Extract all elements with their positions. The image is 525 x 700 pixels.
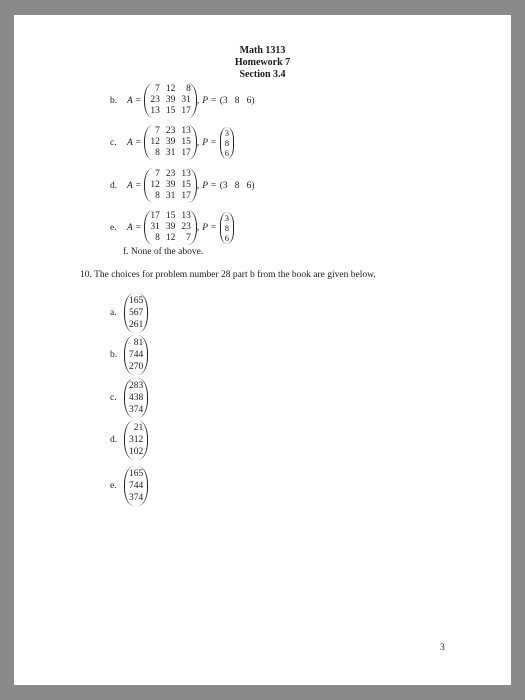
matrix-cell: 7: [186, 233, 191, 243]
vector-entry: 312: [129, 435, 144, 445]
matrix-cell: 31: [165, 191, 176, 201]
vector-entry: 438: [129, 393, 144, 403]
matrix-cell: 12: [150, 180, 160, 190]
vector-entry: 374: [129, 405, 144, 415]
matrix-cell: 39: [165, 137, 176, 147]
vector-entry: 270: [129, 362, 144, 372]
p-equals-label: P =: [202, 137, 217, 148]
vector-p-row: (3 8 6): [219, 180, 255, 191]
matrix-a: [144, 125, 200, 160]
section-title: Section 3.4: [239, 69, 286, 80]
problem-10-statement: 10. The choices for problem number 28 part b from the book are given below.: [80, 270, 376, 280]
matrix-cell: 13: [150, 106, 160, 116]
vector-p-row: (3 8 6): [219, 95, 255, 106]
matrix-cell: 15: [181, 180, 191, 190]
matrix-cell: 23: [150, 95, 160, 105]
matrix-cell: 8: [186, 84, 191, 94]
vector-entry: 165: [129, 296, 144, 306]
matrix-cell: 31: [181, 95, 191, 105]
choice-letter: b.: [110, 95, 118, 106]
document-page: [14, 15, 511, 685]
matrix-a: [144, 83, 200, 118]
matrix-cell: 31: [165, 148, 176, 158]
vector-entry: 567: [129, 308, 144, 318]
choice-letter: c.: [110, 137, 117, 148]
matrix-a: [144, 168, 200, 203]
answer-d-row: [110, 420, 148, 460]
matrix-cell: 15: [165, 211, 176, 221]
matrix-cell: 17: [181, 148, 191, 158]
a-equals-label: A =: [127, 137, 142, 148]
choice-letter: e.: [110, 222, 117, 233]
a-equals-label: A =: [127, 180, 142, 191]
matrix-cell: 12: [150, 137, 160, 147]
choice-e-row: [110, 210, 234, 245]
choice-letter: a.: [110, 308, 117, 318]
matrix-cell: 12: [165, 84, 176, 94]
vector-entry: 744: [129, 350, 144, 360]
answer-e-row: [110, 466, 148, 506]
matrix-cell: 13: [181, 126, 191, 136]
vector-entry: 261: [129, 320, 144, 330]
choice-f-none-of-the-above: f. None of the above.: [123, 247, 204, 257]
homework-title: Homework 7: [234, 57, 291, 68]
p-equals-label: P =: [202, 180, 217, 191]
matrix-cell: 7: [155, 169, 160, 179]
matrix-cell: 39: [165, 180, 176, 190]
answer-vector: [124, 378, 148, 418]
vector-entry: 3: [224, 212, 229, 223]
answer-b-row: [110, 335, 148, 375]
comma: ,: [196, 137, 200, 148]
choice-d-row: [110, 168, 255, 203]
vector-entry: 744: [129, 481, 144, 491]
vector-entry: 6: [224, 147, 229, 158]
matrix-cell: 39: [165, 95, 176, 105]
choice-c-row: [110, 125, 234, 160]
vector-entry: 81: [133, 338, 144, 348]
matrix-cell: 17: [150, 211, 160, 221]
matrix-cell: 13: [181, 169, 191, 179]
document-header: [14, 45, 511, 81]
answer-a-row: [110, 293, 148, 333]
choice-letter: d.: [110, 180, 118, 191]
p-equals-label: P =: [202, 222, 217, 233]
vector-entry: 165: [129, 469, 144, 479]
vector-entry: 3: [224, 127, 229, 138]
matrix-cell: 13: [181, 211, 191, 221]
matrix-cell: 15: [165, 106, 176, 116]
matrix-cell: 8: [155, 148, 160, 158]
vector-entry: 102: [129, 447, 144, 457]
matrix-cell: 23: [165, 126, 176, 136]
vector-p-column: [220, 127, 234, 159]
matrix-cell: 7: [155, 84, 160, 94]
matrix-cell: 8: [155, 191, 160, 201]
answer-vector: [124, 293, 148, 333]
page-number: 3: [440, 643, 445, 653]
choice-letter: d.: [110, 435, 118, 445]
vector-entry: 283: [129, 381, 144, 391]
choice-letter: b.: [110, 350, 118, 360]
matrix-cell: 23: [165, 169, 176, 179]
vector-entry: 374: [129, 493, 144, 503]
matrix-cell: 31: [150, 222, 160, 232]
matrix-cell: 17: [181, 191, 191, 201]
matrix-cell: 17: [181, 106, 191, 116]
comma: ,: [196, 95, 200, 106]
vector-entry: 6: [224, 232, 229, 243]
answer-vector: [124, 420, 148, 460]
a-equals-label: A =: [127, 222, 142, 233]
matrix-cell: 23: [181, 222, 191, 232]
a-equals-label: A =: [127, 95, 142, 106]
comma: ,: [196, 180, 200, 191]
comma: ,: [196, 222, 200, 233]
choice-letter: e.: [110, 481, 117, 491]
answer-vector: [124, 335, 148, 375]
matrix-a: [144, 210, 200, 245]
matrix-cell: 12: [165, 233, 176, 243]
matrix-cell: 39: [165, 222, 176, 232]
vector-entry: 8: [224, 137, 229, 148]
p-equals-label: P =: [202, 95, 217, 106]
answer-vector: [124, 466, 148, 506]
choice-letter: c.: [110, 393, 117, 403]
answer-c-row: [110, 378, 148, 418]
vector-p-column: [220, 212, 234, 244]
vector-entry: 8: [224, 222, 229, 233]
matrix-cell: 15: [181, 137, 191, 147]
matrix-cell: 7: [155, 126, 160, 136]
matrix-cell: 8: [155, 233, 160, 243]
choice-b-row: [110, 83, 255, 118]
course-title: Math 1313: [239, 45, 286, 56]
vector-entry: 21: [133, 423, 144, 433]
